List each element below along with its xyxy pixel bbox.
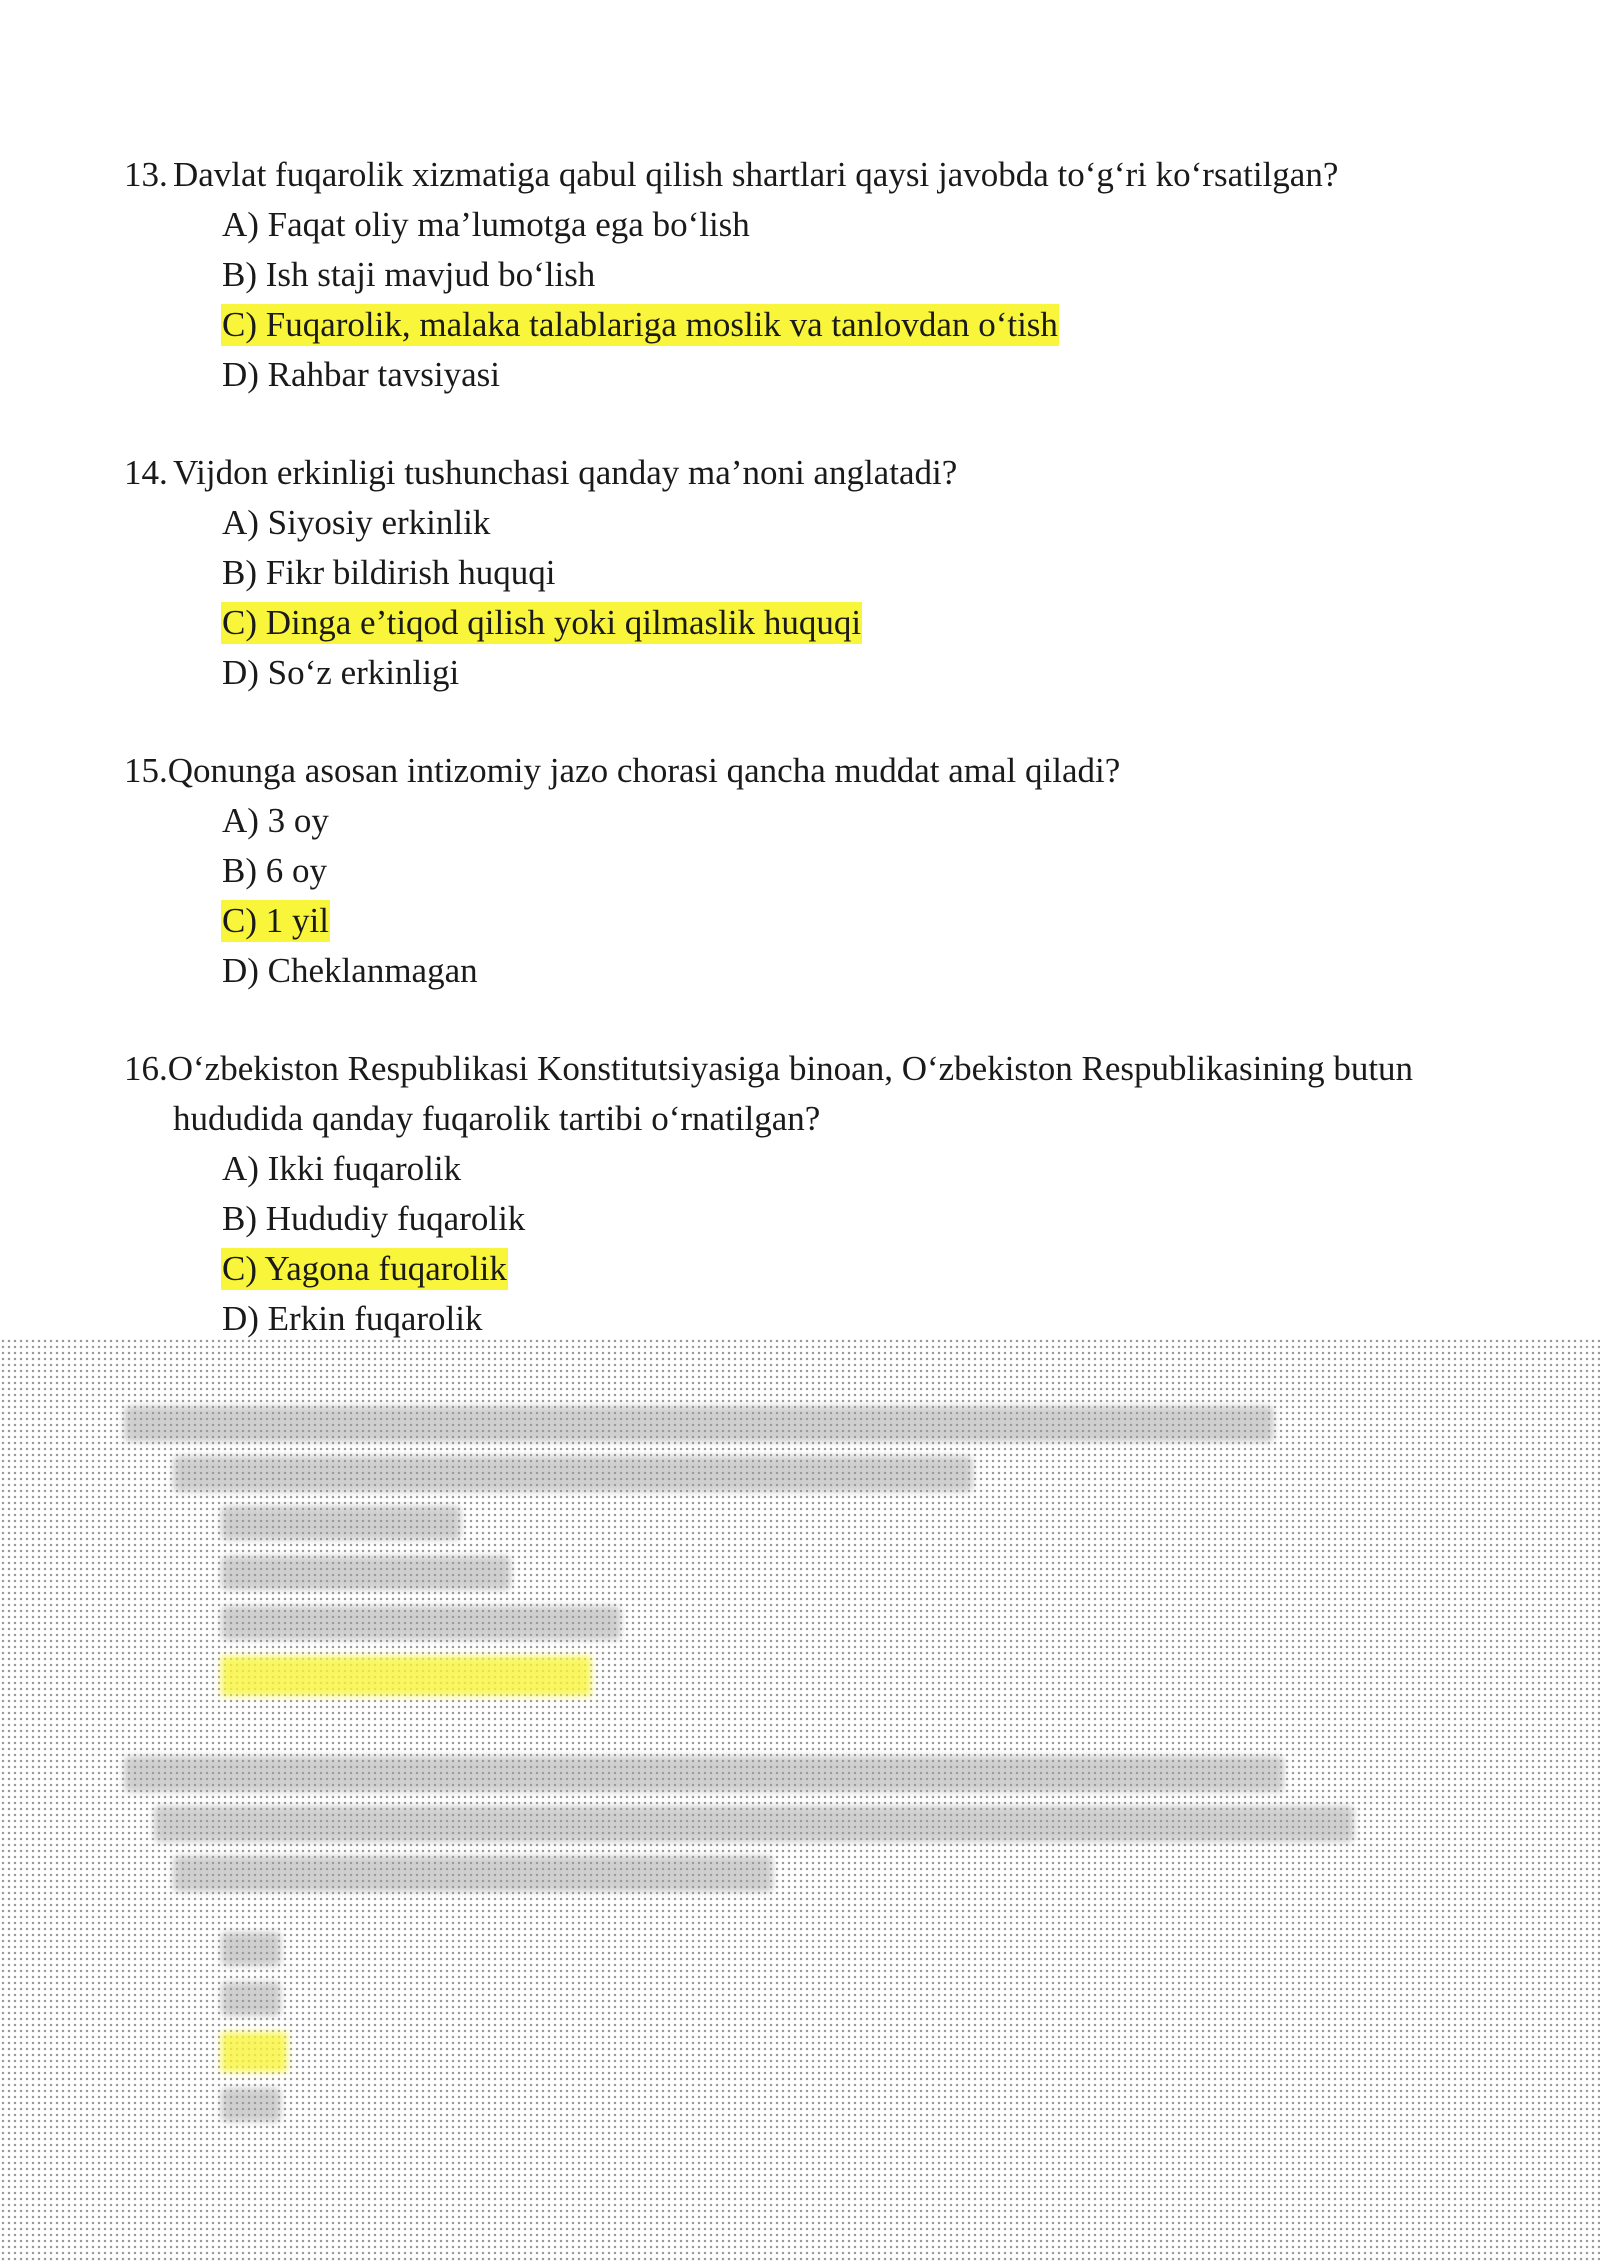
option-label: B) Hududiy fuqarolik xyxy=(222,1199,526,1238)
question-13 xyxy=(124,150,1464,400)
option-c xyxy=(124,896,1464,946)
option-label: D) Rahbar tavsiyasi xyxy=(222,355,500,394)
option-c xyxy=(124,1244,1464,1294)
correct-option-highlight: C) Dinga e’tiqod qilish yoki qilmaslik huquqi xyxy=(222,603,862,642)
obscured-line xyxy=(173,1856,773,1892)
option-a xyxy=(124,1144,1464,1194)
obscured-correct-highlight xyxy=(221,1656,591,1696)
obscured-line xyxy=(173,1456,973,1492)
question-text xyxy=(124,150,1464,200)
option-label: A) Siyosiy erkinlik xyxy=(222,503,491,542)
correct-option-highlight: C) Yagona fuqarolik xyxy=(222,1249,507,1288)
obscured-line xyxy=(221,1506,461,1540)
question-number: 16. xyxy=(124,1049,168,1088)
obscured-question-18 xyxy=(124,1752,1464,2138)
obscured-line xyxy=(221,1932,281,1966)
question-text xyxy=(124,448,1464,498)
obscured-preview-overlay xyxy=(0,1338,1600,2262)
obscured-line xyxy=(221,2088,281,2122)
answer-options xyxy=(124,200,1464,400)
question-body: Davlat fuqarolik xizmatiga qabul qilish shartlari qaysi javobda to‘g‘ri ko‘rsatilgan? xyxy=(173,155,1339,194)
question-body: O‘zbekiston Respublikasi Konstitutsiyasiga binoan, O‘zbekiston Respublikasining butun hududida qanday fuqarolik tartibi o‘rnatilgan? xyxy=(167,1049,1414,1138)
option-c xyxy=(124,300,1464,350)
option-b xyxy=(124,548,1464,598)
answer-options xyxy=(124,796,1464,996)
question-number: 15. xyxy=(124,751,168,790)
option-label: B) Ish staji mavjud bo‘lish xyxy=(222,255,596,294)
option-a xyxy=(124,498,1464,548)
obscured-line xyxy=(221,1556,511,1590)
question-15 xyxy=(124,746,1464,996)
obscured-question-17 xyxy=(124,1402,1464,1712)
option-label: A) 3 oy xyxy=(222,801,329,840)
obscured-line xyxy=(154,1806,1354,1842)
option-label: A) Faqat oliy ma’lumotga ega bo‘lish xyxy=(222,205,750,244)
correct-option-highlight: C) 1 yil xyxy=(222,901,329,940)
option-b xyxy=(124,250,1464,300)
obscured-line xyxy=(124,1406,1274,1442)
option-d xyxy=(124,1294,1464,1344)
question-text xyxy=(124,1044,1464,1144)
option-label: A) Ikki fuqarolik xyxy=(222,1149,462,1188)
option-a xyxy=(124,796,1464,846)
question-body: Vijdon erkinligi tushunchasi qanday ma’noni anglatadi? xyxy=(173,453,958,492)
question-16 xyxy=(124,1044,1464,1344)
option-label: D) Cheklanmagan xyxy=(222,951,478,990)
obscured-line xyxy=(221,1606,621,1640)
correct-option-highlight: C) Fuqarolik, malaka talablariga moslik va tanlovdan o‘tish xyxy=(222,305,1058,344)
option-a xyxy=(124,200,1464,250)
option-d xyxy=(124,350,1464,400)
option-label: B) Fikr bildirish huquqi xyxy=(222,553,556,592)
option-d xyxy=(124,946,1464,996)
question-body: Qonunga asosan intizomiy jazo chorasi qancha muddat amal qiladi? xyxy=(167,751,1121,790)
question-number: 14. xyxy=(124,453,168,492)
answer-options xyxy=(124,1144,1464,1344)
question-text xyxy=(124,746,1464,796)
option-label: D) So‘z erkinligi xyxy=(222,653,460,692)
obscured-line xyxy=(124,1756,1284,1792)
option-b xyxy=(124,1194,1464,1244)
answer-options xyxy=(124,498,1464,698)
option-d xyxy=(124,648,1464,698)
obscured-correct-highlight xyxy=(221,2032,287,2072)
option-b xyxy=(124,846,1464,896)
obscured-line xyxy=(221,1982,281,2016)
option-label: B) 6 oy xyxy=(222,851,327,890)
option-c xyxy=(124,598,1464,648)
question-14 xyxy=(124,448,1464,698)
option-label: D) Erkin fuqarolik xyxy=(222,1299,483,1338)
question-number: 13. xyxy=(124,155,168,194)
